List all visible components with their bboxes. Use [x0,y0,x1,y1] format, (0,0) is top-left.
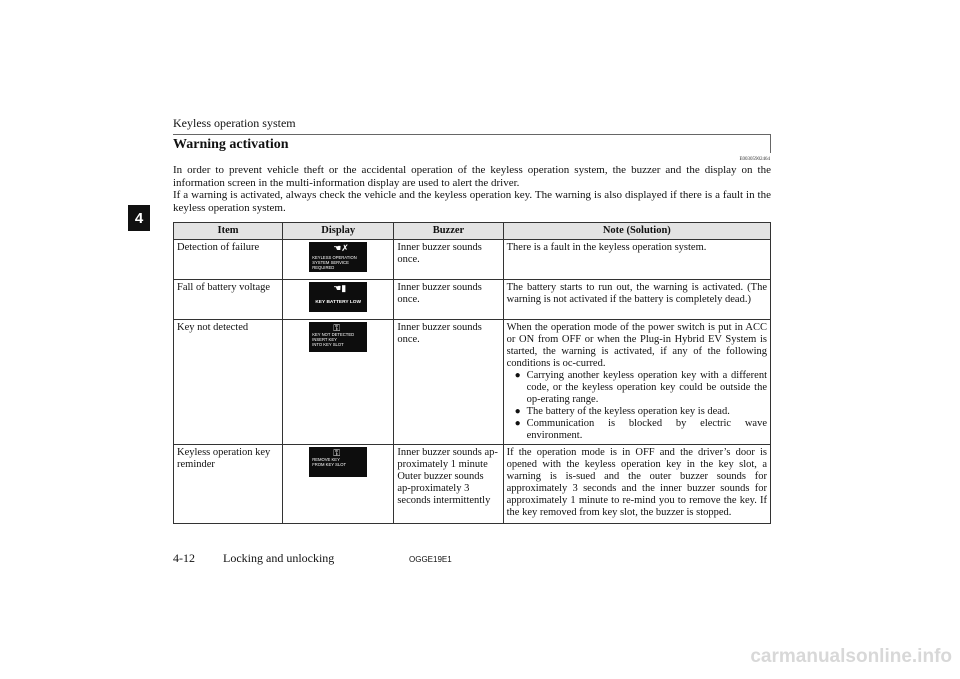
row-item: Keyless operation key reminder [174,445,283,524]
row-display [283,240,394,280]
display-message: KEY NOT DETECTED INSERT KEY INTO KEY SLOT [312,332,355,347]
row-note [503,280,770,320]
condition-list [507,370,767,442]
display-message: KEYLESS OPERATION SYSTEM SERVICE REQUIRED [312,255,357,270]
row-item: Key not detected [174,320,283,445]
list-item: ● Carrying another keyless operation key with a different code, or the keyless operation key could be outside the op-erating range. [517,370,767,406]
row-display [283,280,394,320]
row-display [283,445,394,524]
section-code: E00305902464 [739,157,770,162]
intro-paragraph: In order to prevent vehicle theft or the accidental operation of the keyless operation system, the buzzer and the display on the information screen in the multi-information display are used to alert the driver. [173,164,771,189]
display-screen [309,282,367,312]
note-text: If the operation mode is in OFF and the driver’s door is opened with the keyless operation key in the key slot, a warning is is-sued and the outer buzzer sounds for approximately 3 seconds and the inner buzzer sounds for approximately 1 minute to re-mind you to remove the key. If the key removed from key slot, the buzzer is stopped. [506,447,767,518]
chapter-tab: 4 [128,205,150,231]
row-note [503,240,770,280]
list-item: ● Communication is blocked by electric wave environment. [517,418,767,442]
row-note [503,320,770,445]
header-item: Item [174,223,283,240]
list-item: ● The battery of the keyless operation key is dead. [517,406,767,418]
row-buzzer: Inner buzzer sounds once. [394,320,503,445]
row-item: Detection of failure [174,240,283,280]
note-text: When the operation mode of the power switch is put in ACC or ON from OFF or when the Plug-in Hybrid EV System is started, the warning is activated, if any of the following conditions is oc-curred. [506,322,767,369]
key-slot-icon: ⚿ [333,448,341,458]
header-display: Display [283,223,394,240]
key-slot-icon: ⚿ [333,323,341,333]
header-note: Note (Solution) [503,223,770,240]
table-row [174,445,771,524]
header-buzzer: Buzzer [394,223,503,240]
row-buzzer: Inner buzzer sounds once. [394,240,503,280]
footer-doc-code: OGGE19E1 [409,555,452,564]
key-battery-icon: ☚▮ [333,283,347,293]
page-number: 4-12 [173,551,195,565]
key-fault-icon: ☚✗ [333,243,349,253]
row-buzzer: Inner buzzer sounds once. [394,280,503,320]
section-title: Warning activation [173,137,289,152]
warning-table [173,222,771,524]
table-header-row [174,223,771,240]
note-text: There is a fault in the keyless operation system. [506,242,707,253]
footer-chapter: Locking and unlocking [223,551,335,565]
display-screen [309,447,367,477]
display-screen [309,322,367,352]
display-message: REMOVE KEY FROM KEY SLOT [312,457,347,467]
display-screen [309,242,367,272]
intro-text [173,164,771,214]
display-message: KEY BATTERY LOW [315,300,362,305]
running-header: Keyless operation system [173,116,296,130]
watermark[interactable]: carmanualsonline.info [750,646,952,667]
row-display [283,320,394,445]
row-item: Fall of battery voltage [174,280,283,320]
row-note [503,445,770,524]
table-row [174,240,771,280]
intro-paragraph: If a warning is activated, always check the vehicle and the keyless operation key. The warning is also displayed if there is a fault in the keyless operation system. [173,189,771,214]
table-row [174,280,771,320]
note-text: The battery starts to run out, the warning is activated. (The warning is not activated if the battery is completely dead.) [506,282,767,305]
row-buzzer: Inner buzzer sounds ap-proximately 1 minute Outer buzzer sounds ap-proximately 3 seconds intermittently [394,445,503,524]
table-row [174,320,771,445]
